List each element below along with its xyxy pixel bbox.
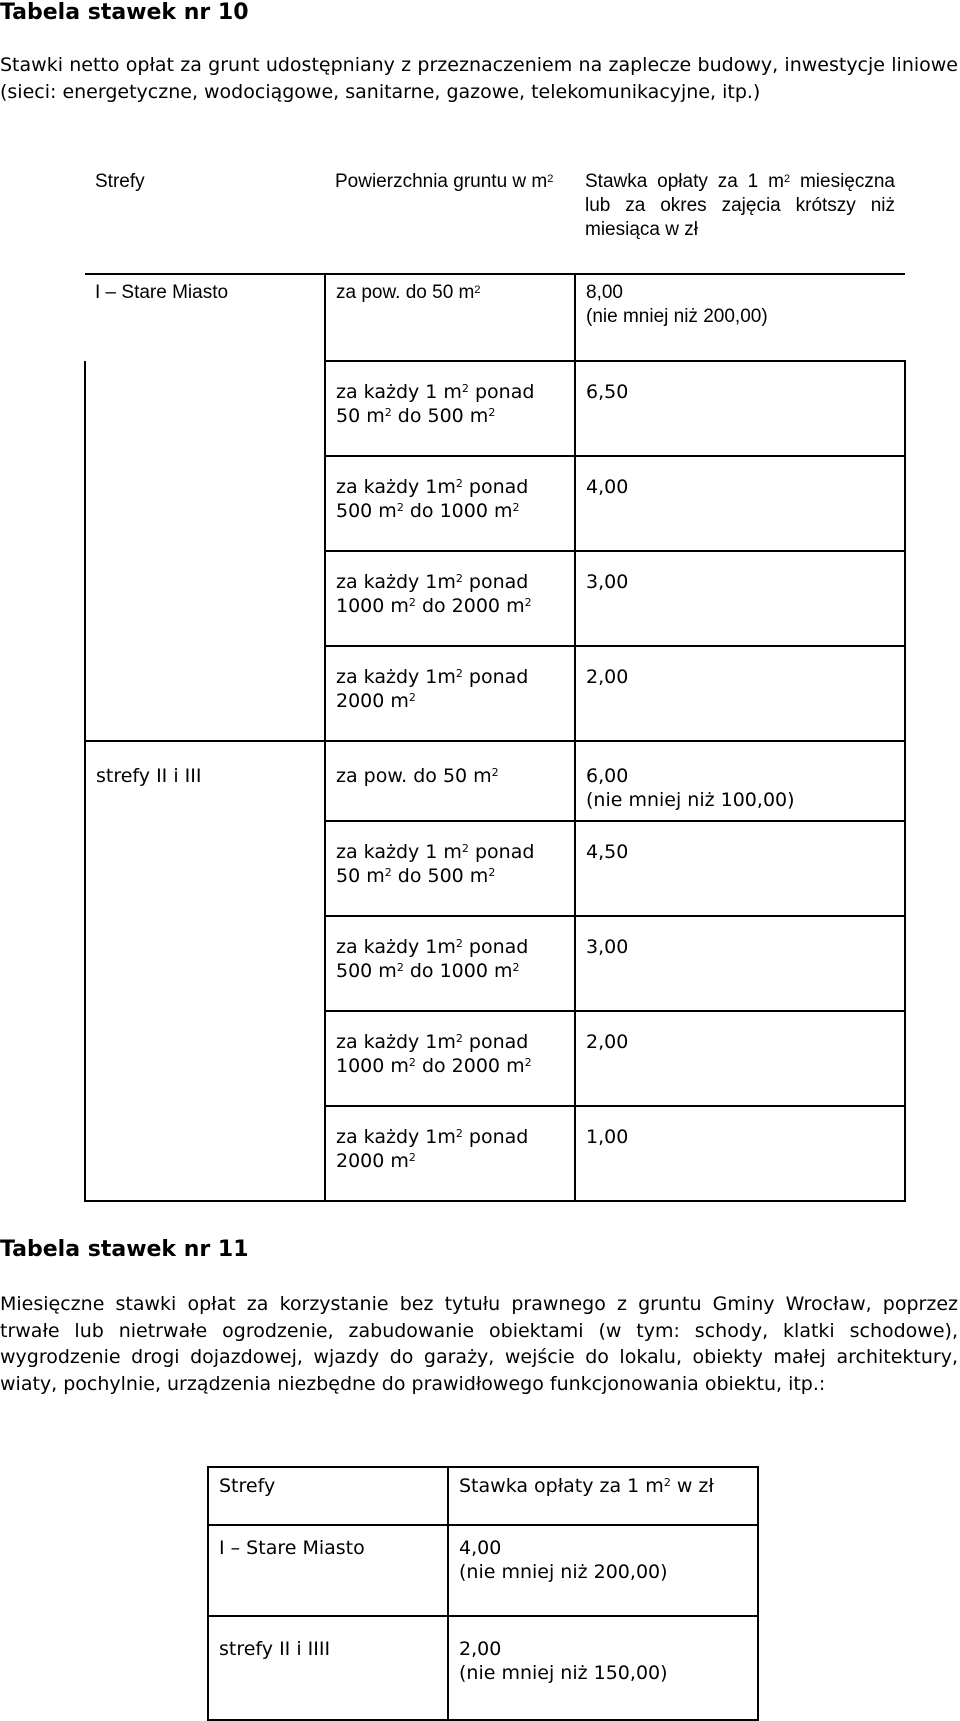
empty-zone-cell [85,361,325,456]
table-row [208,1525,758,1616]
rate-cell: 6,00 (nie mniej niż 100,00) [575,741,905,821]
empty-zone-cell [85,1106,325,1201]
header-rate: Stawka opłaty za 1 $m^2$ w zł [448,1467,758,1525]
rate-cell: 4,50 [575,821,905,916]
area-cell: za pow. do 50 $m^2$ [325,274,575,361]
rate-cell: 3,00 [575,551,905,646]
empty-zone-cell [85,646,325,741]
table-header-row [208,1467,758,1525]
area-cell: za każdy 1 $m^2$ ponad 50 $m^2$ do 500 $m^2$ [325,361,575,456]
empty-zone-cell [85,821,325,916]
table-row [85,361,905,456]
rate-cell: 8,00 (nie mniej niż 200,00) [575,274,905,361]
empty-zone-cell [85,1011,325,1106]
area-cell: za każdy $1m^2$ ponad 500 $m^2$ do 1000 $m^2$ [325,916,575,1011]
header-zone: Strefy [208,1467,448,1525]
table-row [85,821,905,916]
table-row [85,646,905,741]
rate-cell: 4,00 (nie mniej niż 200,00) [448,1525,758,1616]
area-cell: za każdy $1m^2$ ponad 1000 $m^2$ do 2000 $m^2$ [325,1011,575,1106]
table-row [85,916,905,1011]
table-row [85,741,905,821]
table-11-intro: Miesięczne stawki opłat za korzystanie bez tytułu prawnego z gruntu Gminy Wrocław, poprzez trwałe lub nietrwałe ogrodzenie, zabudowanie obiektami (w tym: schody, klatki schodowe), wygrodzenie drogi dojazdowej, wjazdy do garaży, wejście do lokalu, obiekty małej architektury, wiaty, pochylnie, urządzenia niezbędne do prawidłowego funkcjonowania obiektu, itp.: [0,1293,958,1395]
table-11-title: Tabela stawek nr 11 [0,1237,249,1262]
table-row [85,551,905,646]
zone-name: I – Stare Miasto [85,274,325,361]
rate-cell: 2,00 (nie mniej niż 150,00) [448,1616,758,1720]
zone-cell: I – Stare Miasto [208,1525,448,1616]
table-10-title: Tabela stawek nr 10 [0,0,249,25]
rate-cell: 1,00 [575,1106,905,1201]
rate-cell: 4,00 [575,456,905,551]
area-cell: za pow. do 50 $m^2$ [325,741,575,821]
rate-cell: 3,00 [575,916,905,1011]
area-cell: za każdy $1m^2$ ponad 500 $m^2$ do 1000 $m^2$ [325,456,575,551]
table-10-intro: Stawki netto opłat za grunt udostępniany z przeznaczeniem na zaplecze budowy, inwestycje liniowe (sieci: energetyczne, wodociągowe, sanitarne, gazowe, telekomunikacyjne, itp.) [0,54,958,103]
area-cell: za każdy 1 $m^2$ ponad 50 $m^2$ do 500 $m^2$ [325,821,575,916]
table-row [85,274,905,361]
header-rate: Stawka opłaty za 1 $m^2$ miesięczna lub za okres zajęcia krótszy niż miesiąca w zł [575,170,905,274]
empty-zone-cell [85,916,325,1011]
rate-cell: 2,00 [575,1011,905,1106]
area-cell: za każdy $1m^2$ ponad 1000 $m^2$ do 2000 $m^2$ [325,551,575,646]
header-zone: Strefy [85,170,325,274]
empty-zone-cell [85,456,325,551]
rate-cell: 2,00 [575,646,905,741]
area-cell: za każdy $1m^2$ ponad 2000 $m^2$ [325,646,575,741]
table-header-row [85,170,905,274]
area-cell: za każdy $1m^2$ ponad 2000 $m^2$ [325,1106,575,1201]
rates-table-10 [84,170,906,1202]
table-row [85,1011,905,1106]
zone-cell: strefy II i IIII [208,1616,448,1720]
table-row [85,1106,905,1201]
rate-cell: 6,50 [575,361,905,456]
zone-name: strefy II i III [85,741,325,821]
table-row [208,1616,758,1720]
empty-zone-cell [85,551,325,646]
table-row [85,456,905,551]
rates-table-11 [207,1466,759,1721]
header-area: Powierzchnia gruntu w $m^2$ [325,170,575,274]
